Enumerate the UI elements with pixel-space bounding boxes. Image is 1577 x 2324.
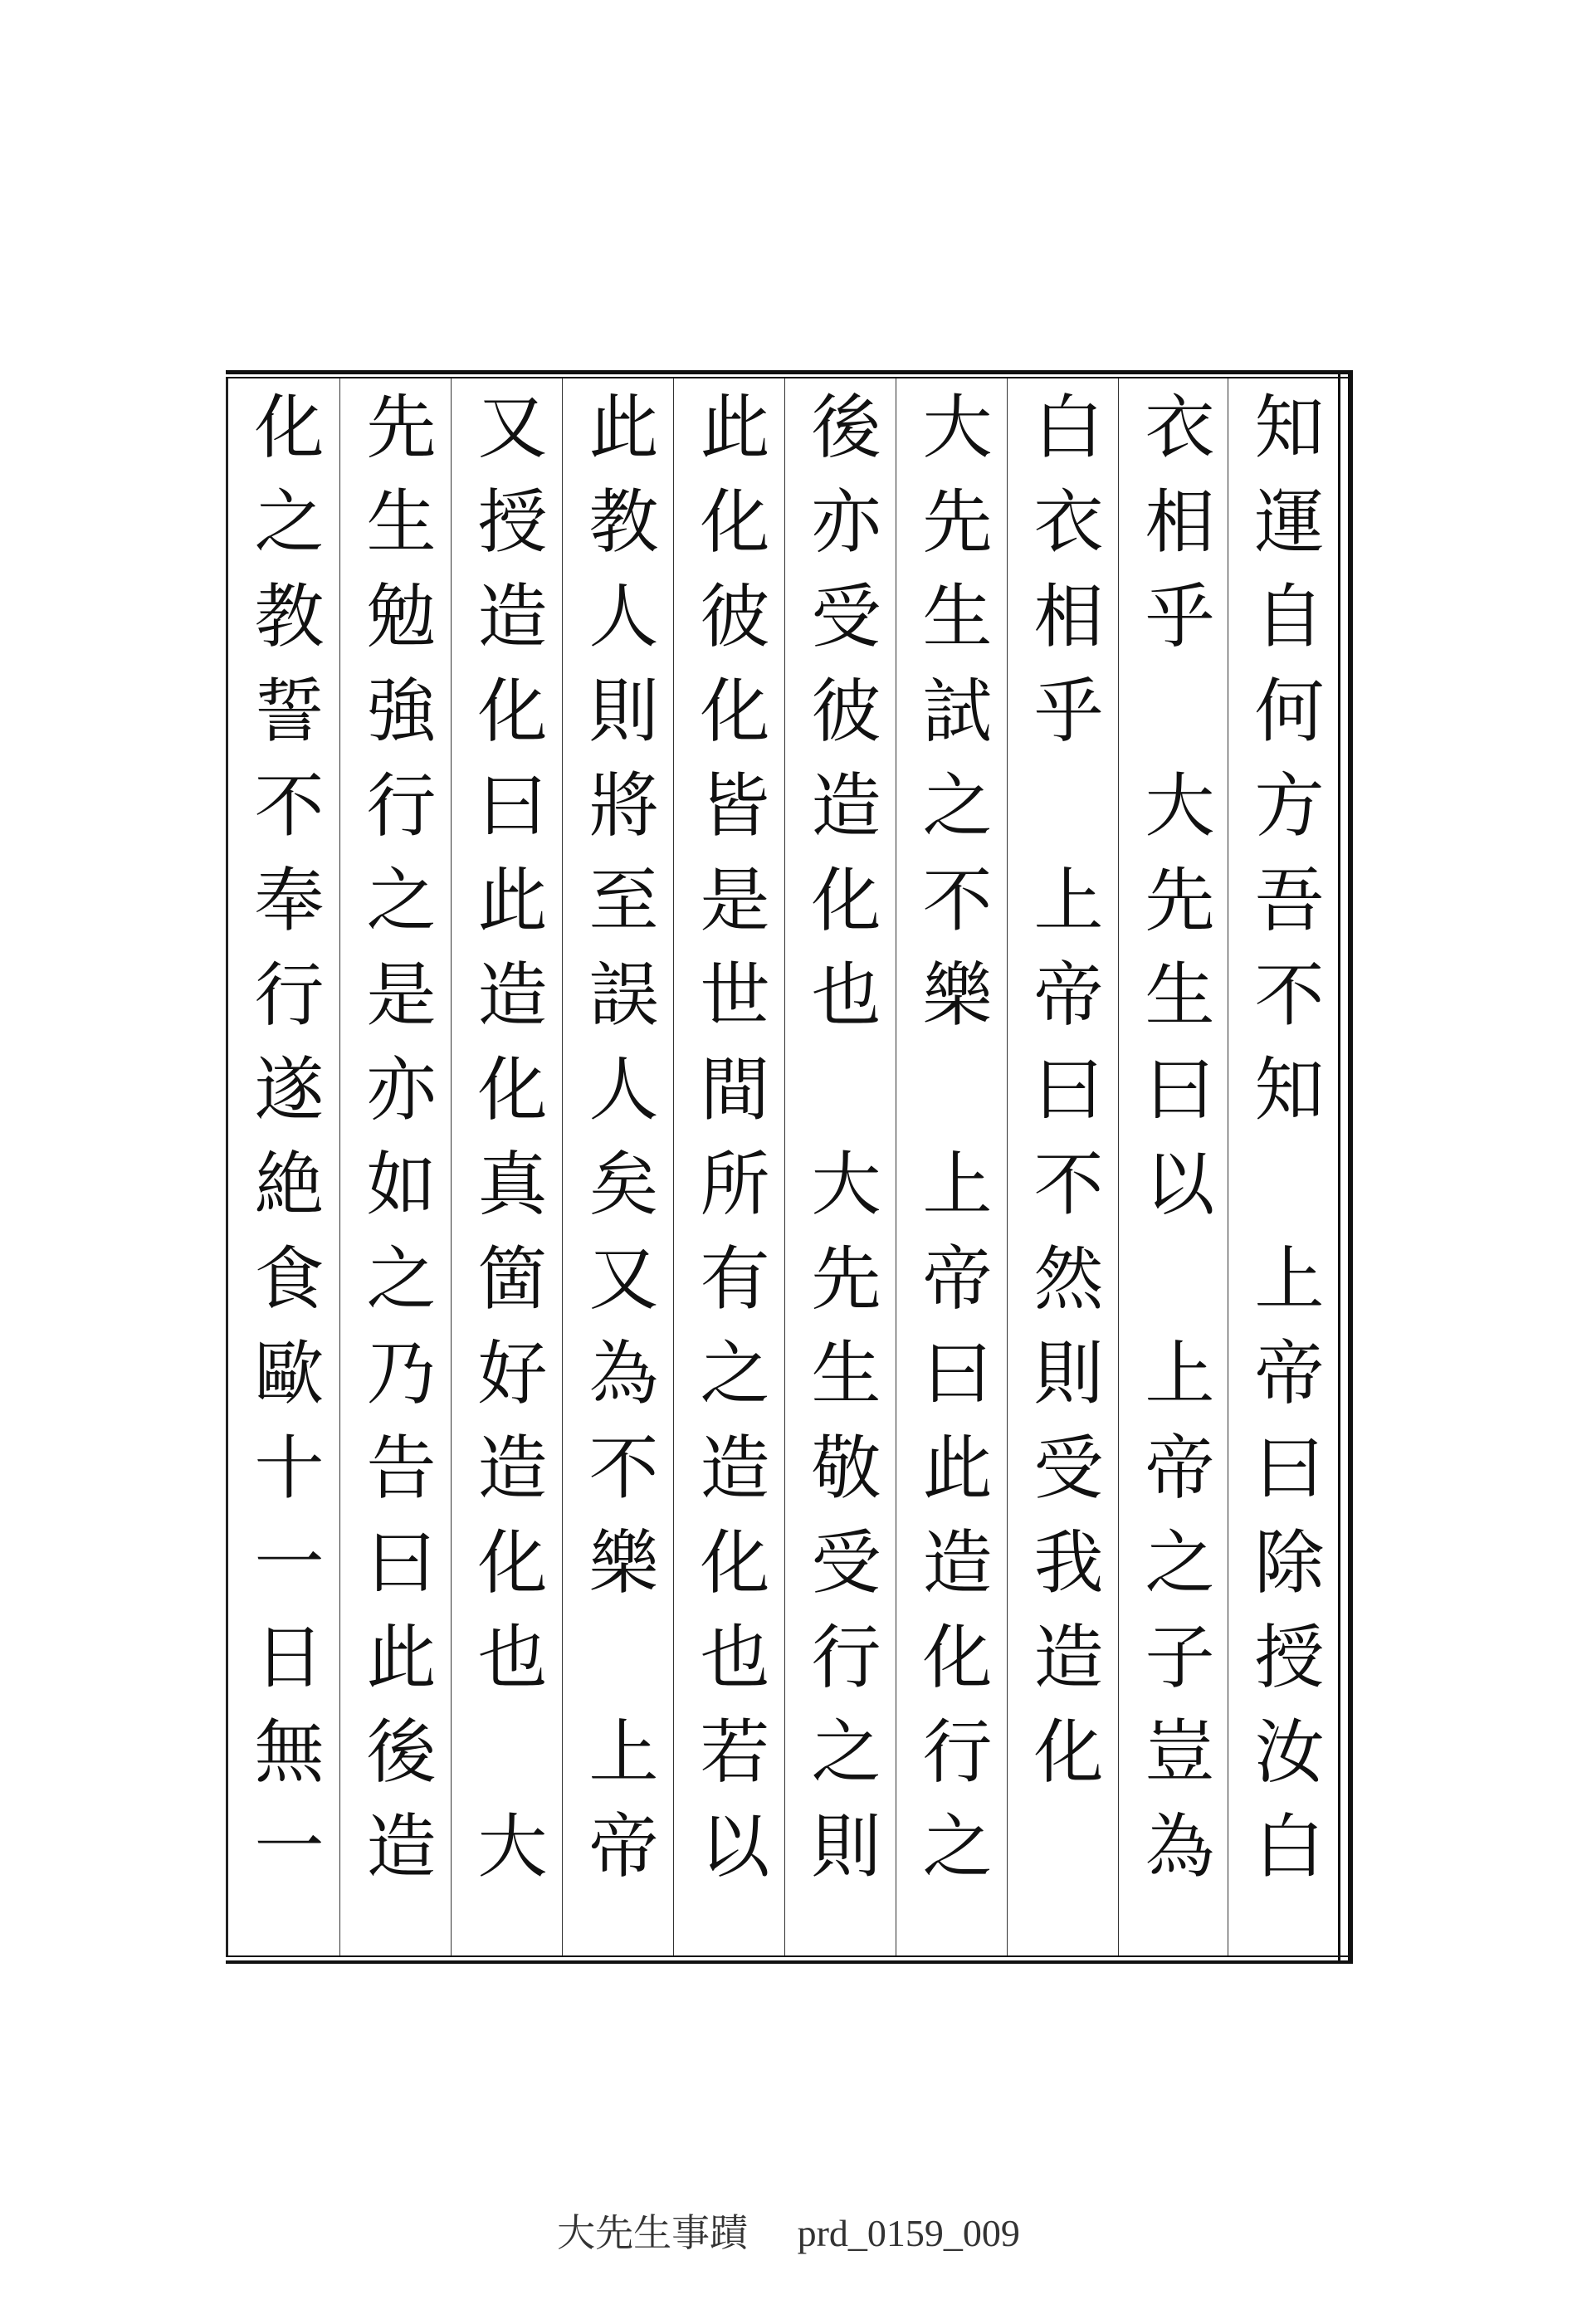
text-column-9 (339, 378, 450, 1955)
column-text: 衣相乎 大先生曰以 上帝之子豈為 (1134, 390, 1215, 1904)
column-text: 又授造化曰此造化真箇好造化也 大 (466, 390, 548, 1904)
column-text: 後亦受彼造化也 大先生敬受行之則 (800, 390, 881, 1904)
column-text: 白衣相乎 上帝曰不然則受我造化 (1023, 390, 1104, 1809)
column-text: 此化彼化皆是世間所有之造化也若以 (689, 390, 770, 1904)
text-column-10 (228, 378, 339, 1955)
frame-right-border (1338, 370, 1353, 1964)
column-text: 知運自何方吾不知 上帝曰除授汝白 (1243, 390, 1325, 1904)
column-text: 化之教誓不奉行遂絶食歐十一日無一 (243, 390, 325, 1904)
page-caption (0, 2203, 1577, 2258)
text-column-2 (1118, 378, 1228, 1955)
text-column-8 (451, 378, 561, 1955)
text-column-5 (784, 378, 895, 1955)
caption-title: 大先生事蹟 (557, 2212, 749, 2254)
text-column-3 (1007, 378, 1117, 1955)
text-column-7 (562, 378, 672, 1955)
column-text: 先生勉強行之是亦如之乃告曰此後造 (355, 390, 437, 1904)
text-column-1 (1228, 378, 1338, 1955)
text-column-6 (673, 378, 784, 1955)
column-text: 此教人則將至誤人矣又為不樂 上帝 (578, 390, 659, 1904)
text-column-4 (896, 378, 1006, 1955)
column-text: 大先生試之不樂 上帝曰此造化行之 (911, 390, 993, 1904)
text-columns (228, 378, 1338, 1955)
frame-top-border (226, 370, 1353, 378)
frame-bottom-border (226, 1955, 1353, 1964)
caption-id: prd_0159_009 (797, 2212, 1020, 2254)
